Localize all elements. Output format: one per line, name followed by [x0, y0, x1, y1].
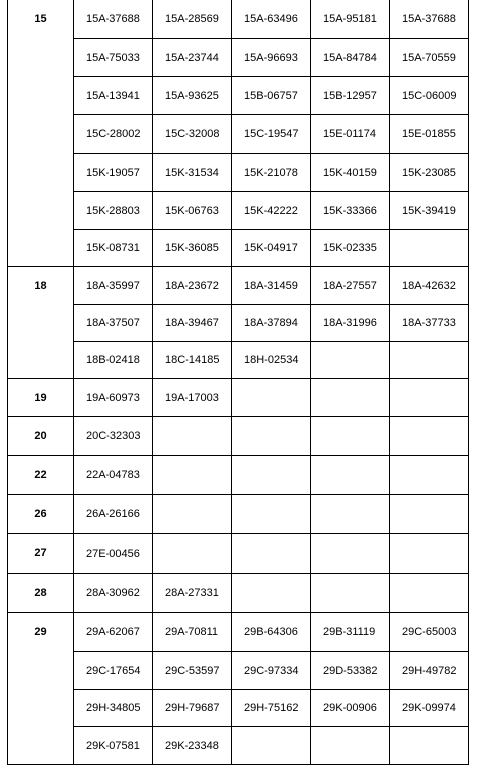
table-row: [8, 305, 469, 342]
plate-cell: 18A-31459: [232, 267, 311, 305]
plate-cell: 18A-39467: [153, 305, 232, 342]
plate-cell: 15K-42222: [232, 192, 311, 230]
table-row: [8, 0, 469, 39]
plate-cell: [153, 534, 232, 574]
plate-cell: 28A-27331: [153, 574, 232, 613]
plate-cell: 15A-96693: [232, 39, 311, 77]
plate-cell: 27E-00456: [74, 534, 153, 574]
plate-cell: 15C-06009: [390, 77, 469, 115]
plate-cell: [232, 456, 311, 495]
plate-cell: 18A-42632: [390, 267, 469, 305]
province-code-cell: 20: [8, 417, 74, 456]
plate-cell: 29C-53597: [153, 652, 232, 690]
province-code-cell: 22: [8, 456, 74, 495]
plate-cell: 19A-17003: [153, 379, 232, 417]
plate-cell: [153, 456, 232, 495]
plate-cell: 15A-63496: [232, 0, 311, 39]
plate-cell: 29B-64306: [232, 613, 311, 652]
plate-cell: 15A-37688: [390, 0, 469, 39]
province-code-cell: 29: [8, 613, 74, 765]
table-row: [8, 417, 469, 456]
plate-cell: 28A-30962: [74, 574, 153, 613]
table-row: [8, 267, 469, 305]
plate-cell: [232, 727, 311, 765]
table-row: [8, 115, 469, 154]
plate-cell: [232, 495, 311, 534]
plate-cell: [311, 417, 390, 456]
plate-cell: [153, 417, 232, 456]
plate-cell: [390, 342, 469, 379]
plate-cell: 15A-75033: [74, 39, 153, 77]
plate-cell: [311, 727, 390, 765]
plate-cell: [153, 495, 232, 534]
plate-cell: [390, 417, 469, 456]
plate-cell: 15K-33366: [311, 192, 390, 230]
table-row: [8, 727, 469, 765]
plate-cell: 29C-97334: [232, 652, 311, 690]
plate-cell: [390, 574, 469, 613]
table-row: [8, 456, 469, 495]
plate-cell: 29A-70811: [153, 613, 232, 652]
plate-cell: 15A-28569: [153, 0, 232, 39]
table-row: [8, 39, 469, 77]
plate-cell: [311, 534, 390, 574]
table-row: [8, 652, 469, 690]
province-code-cell: 26: [8, 495, 74, 534]
plate-table-body: [8, 0, 469, 765]
plate-cell: 29H-34805: [74, 690, 153, 727]
province-code-cell: 28: [8, 574, 74, 613]
table-row: [8, 342, 469, 379]
province-code-cell: 18: [8, 267, 74, 379]
plate-cell: 15K-06763: [153, 192, 232, 230]
plate-cell: [390, 495, 469, 534]
plate-cell: 19A-60973: [74, 379, 153, 417]
plate-cell: 18A-31996: [311, 305, 390, 342]
plate-cell: 20C-32303: [74, 417, 153, 456]
plate-cell: 15A-70559: [390, 39, 469, 77]
plate-cell: 15A-23744: [153, 39, 232, 77]
plate-cell: 18C-14185: [153, 342, 232, 379]
table-row: [8, 613, 469, 652]
plate-cell: 29H-49782: [390, 652, 469, 690]
plate-cell: 18H-02534: [232, 342, 311, 379]
plate-cell: 15C-28002: [74, 115, 153, 154]
plate-cell: 15K-19057: [74, 154, 153, 192]
plate-cell: 29H-75162: [232, 690, 311, 727]
plate-cell: 18B-02418: [74, 342, 153, 379]
table-row: [8, 154, 469, 192]
plate-cell: 29K-07581: [74, 727, 153, 765]
plate-cell: 29K-09974: [390, 690, 469, 727]
plate-cell: 15A-13941: [74, 77, 153, 115]
plate-cell: [311, 495, 390, 534]
plate-cell: 15B-12957: [311, 77, 390, 115]
plate-cell: 18A-35997: [74, 267, 153, 305]
plate-cell: 29H-79687: [153, 690, 232, 727]
table-row: [8, 379, 469, 417]
plate-cell: 15K-08731: [74, 230, 153, 267]
plate-cell: 29C-17654: [74, 652, 153, 690]
plate-cell: 15K-04917: [232, 230, 311, 267]
plate-cell: 15K-23085: [390, 154, 469, 192]
plate-cell: 15K-28803: [74, 192, 153, 230]
plate-cell: [311, 574, 390, 613]
plate-cell: 29A-62067: [74, 613, 153, 652]
plate-cell: 15C-19547: [232, 115, 311, 154]
plate-cell: [390, 534, 469, 574]
plate-cell: 29B-31119: [311, 613, 390, 652]
table-row: [8, 690, 469, 727]
plate-cell: 15A-95181: [311, 0, 390, 39]
plate-cell: 15A-37688: [74, 0, 153, 39]
plate-cell: [232, 574, 311, 613]
plate-cell: 29K-00906: [311, 690, 390, 727]
plate-cell: 29C-65003: [390, 613, 469, 652]
province-code-cell: 19: [8, 379, 74, 417]
plate-cell: 15A-84784: [311, 39, 390, 77]
plate-cell: [311, 456, 390, 495]
plate-cell: 15K-31534: [153, 154, 232, 192]
plate-cell: 18A-27557: [311, 267, 390, 305]
table-row: [8, 495, 469, 534]
plate-cell: [390, 230, 469, 267]
table-row: [8, 77, 469, 115]
plate-cell: 18A-37733: [390, 305, 469, 342]
plate-cell: 29D-53382: [311, 652, 390, 690]
plate-cell: 15K-36085: [153, 230, 232, 267]
plate-cell: 15K-21078: [232, 154, 311, 192]
table-row: [8, 230, 469, 267]
plate-cell: [390, 727, 469, 765]
plate-cell: 18A-23672: [153, 267, 232, 305]
plate-cell: 29K-23348: [153, 727, 232, 765]
plate-cell: [232, 534, 311, 574]
plate-cell: [232, 379, 311, 417]
plate-cell: 15E-01855: [390, 115, 469, 154]
plate-cell: 15A-93625: [153, 77, 232, 115]
plate-cell: [390, 456, 469, 495]
table-row: [8, 534, 469, 574]
plate-cell: 18A-37507: [74, 305, 153, 342]
plate-cell: 15K-40159: [311, 154, 390, 192]
plate-cell: 15B-06757: [232, 77, 311, 115]
table-row: [8, 574, 469, 613]
plate-cell: [232, 417, 311, 456]
plate-cell: [390, 379, 469, 417]
plate-cell: 26A-26166: [74, 495, 153, 534]
plate-cell: 22A-04783: [74, 456, 153, 495]
plate-cell: 15E-01174: [311, 115, 390, 154]
province-code-cell: 27: [8, 534, 74, 574]
table-row: [8, 192, 469, 230]
plate-cell: 15C-32008: [153, 115, 232, 154]
plate-cell: [311, 342, 390, 379]
plate-cell: 18A-37894: [232, 305, 311, 342]
plate-cell: 15K-02335: [311, 230, 390, 267]
plate-cell: 15K-39419: [390, 192, 469, 230]
province-code-cell: 15: [8, 0, 74, 267]
plate-cell: [311, 379, 390, 417]
plate-number-table: [7, 0, 469, 765]
